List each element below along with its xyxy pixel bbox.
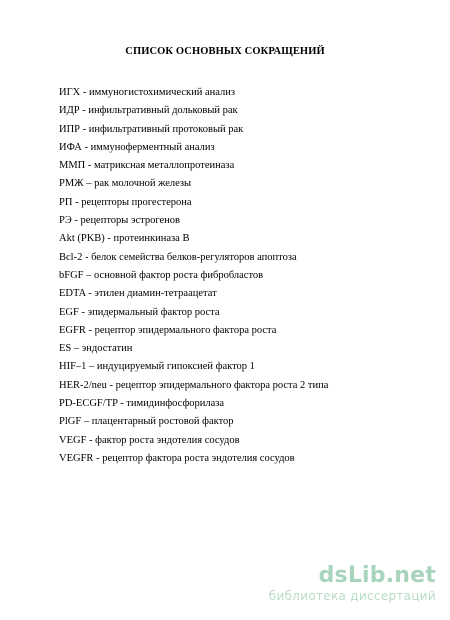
list-item [59, 377, 419, 395]
separator: - [72, 196, 82, 208]
list-item [59, 175, 419, 193]
list-item [59, 102, 419, 120]
definition: протеинкиназа В [113, 233, 190, 245]
definition: иммуногистохимический анализ [89, 87, 236, 98]
definition: инфильтративный протоковый рак [88, 123, 244, 135]
definition: рецепторы эстрогенов [80, 215, 181, 227]
separator: - [79, 105, 89, 117]
list-item [59, 395, 419, 413]
list-item [59, 212, 419, 230]
list-item [59, 285, 419, 303]
list-item [59, 322, 419, 340]
definition: инфильтративный дольковый рак [88, 105, 238, 117]
abbreviation: ИГХ [59, 87, 81, 98]
page-title: СПИСОК ОСНОВНЫХ СОКРАЩЕНИЙ [125, 46, 325, 57]
definition: индуцируемый гипоксией фактор 1 [96, 361, 255, 373]
list-item [59, 304, 419, 322]
separator: - [86, 434, 96, 446]
list-item [59, 267, 419, 285]
list-item [59, 194, 419, 212]
abbreviation: Akt (PKB) [59, 233, 105, 245]
list-item [59, 84, 419, 102]
abbreviation: EDTA [59, 288, 86, 300]
separator: – [83, 269, 95, 281]
list-item [59, 139, 419, 157]
definition: фактор роста эндотелия сосудов [95, 434, 240, 446]
abbreviation: PD-ECGF/TP [59, 398, 118, 410]
definition: тимидинфосфорилаза [126, 398, 225, 410]
separator: – [83, 178, 95, 190]
separator: - [93, 452, 103, 464]
definition: эндостатин [81, 343, 133, 355]
abbreviation: HIF–1 [59, 361, 87, 373]
separator: – [81, 416, 92, 428]
definition: плацентарный ростовой фактор [91, 416, 234, 428]
watermark-tagline: библиотека диссертаций [268, 589, 436, 603]
abbreviation: ИФА [59, 141, 82, 153]
separator: - [85, 288, 95, 300]
separator: - [117, 398, 127, 410]
separator: - [78, 306, 88, 318]
definition: матриксная металлопротеиназа [94, 160, 235, 172]
definition: рецепторы прогестерона [81, 196, 192, 208]
abbreviation: bFGF [59, 269, 84, 281]
separator: – [71, 343, 82, 355]
list-item [59, 230, 419, 248]
site-watermark [226, 563, 436, 603]
abbreviation: EGFR [59, 324, 86, 336]
abbreviation: ММП [59, 160, 86, 172]
abbreviation: ИДР [59, 105, 80, 117]
separator: - [80, 87, 89, 98]
definition: рецептор эпидермального фактора роста [94, 324, 277, 336]
separator: - [80, 123, 89, 135]
abbreviation-list [59, 84, 419, 468]
separator: - [81, 141, 91, 153]
definition: эпидермальный фактор роста [87, 306, 220, 318]
abbreviation: Bcl-2 [59, 251, 83, 263]
separator: – [86, 361, 97, 373]
definition: иммуноферментный анализ [90, 141, 215, 153]
definition: основной фактор роста фибробластов [94, 269, 264, 281]
separator: - [104, 233, 114, 245]
list-item [59, 121, 419, 139]
separator: - [85, 160, 95, 172]
definition: рецептор эпидермального фактора роста 2 типа [115, 379, 329, 391]
abbreviation: PlGF [59, 416, 82, 428]
separator: - [106, 379, 116, 391]
abbreviation: ИПР [59, 123, 81, 135]
abbreviation: HER-2/neu [59, 379, 107, 391]
definition: белок семейства белков-регуляторов апоптоза [91, 251, 297, 263]
definition: рак молочной железы [94, 178, 192, 190]
abbreviation: РЭ [59, 215, 72, 227]
definition: рецептор фактора роста эндотелия сосудов [102, 452, 295, 464]
list-item [59, 413, 419, 431]
list-item [59, 450, 419, 468]
abbreviation: VEGFR [59, 452, 94, 464]
list-item [59, 432, 419, 450]
watermark-logo: dsLib.net [318, 563, 436, 588]
abbreviation: ES [59, 343, 72, 355]
abbreviation: EGF [59, 306, 79, 318]
list-item [59, 340, 419, 358]
definition: этилен диамин-тетраацетат [94, 288, 217, 300]
abbreviation: VEGF [59, 434, 87, 446]
separator: - [82, 251, 92, 263]
list-item [59, 157, 419, 175]
separator: - [71, 215, 81, 227]
abbreviation: РМЖ [59, 178, 84, 190]
separator: - [85, 324, 95, 336]
abbreviation: РП [59, 196, 73, 208]
list-item [59, 249, 419, 267]
list-item [59, 358, 419, 376]
